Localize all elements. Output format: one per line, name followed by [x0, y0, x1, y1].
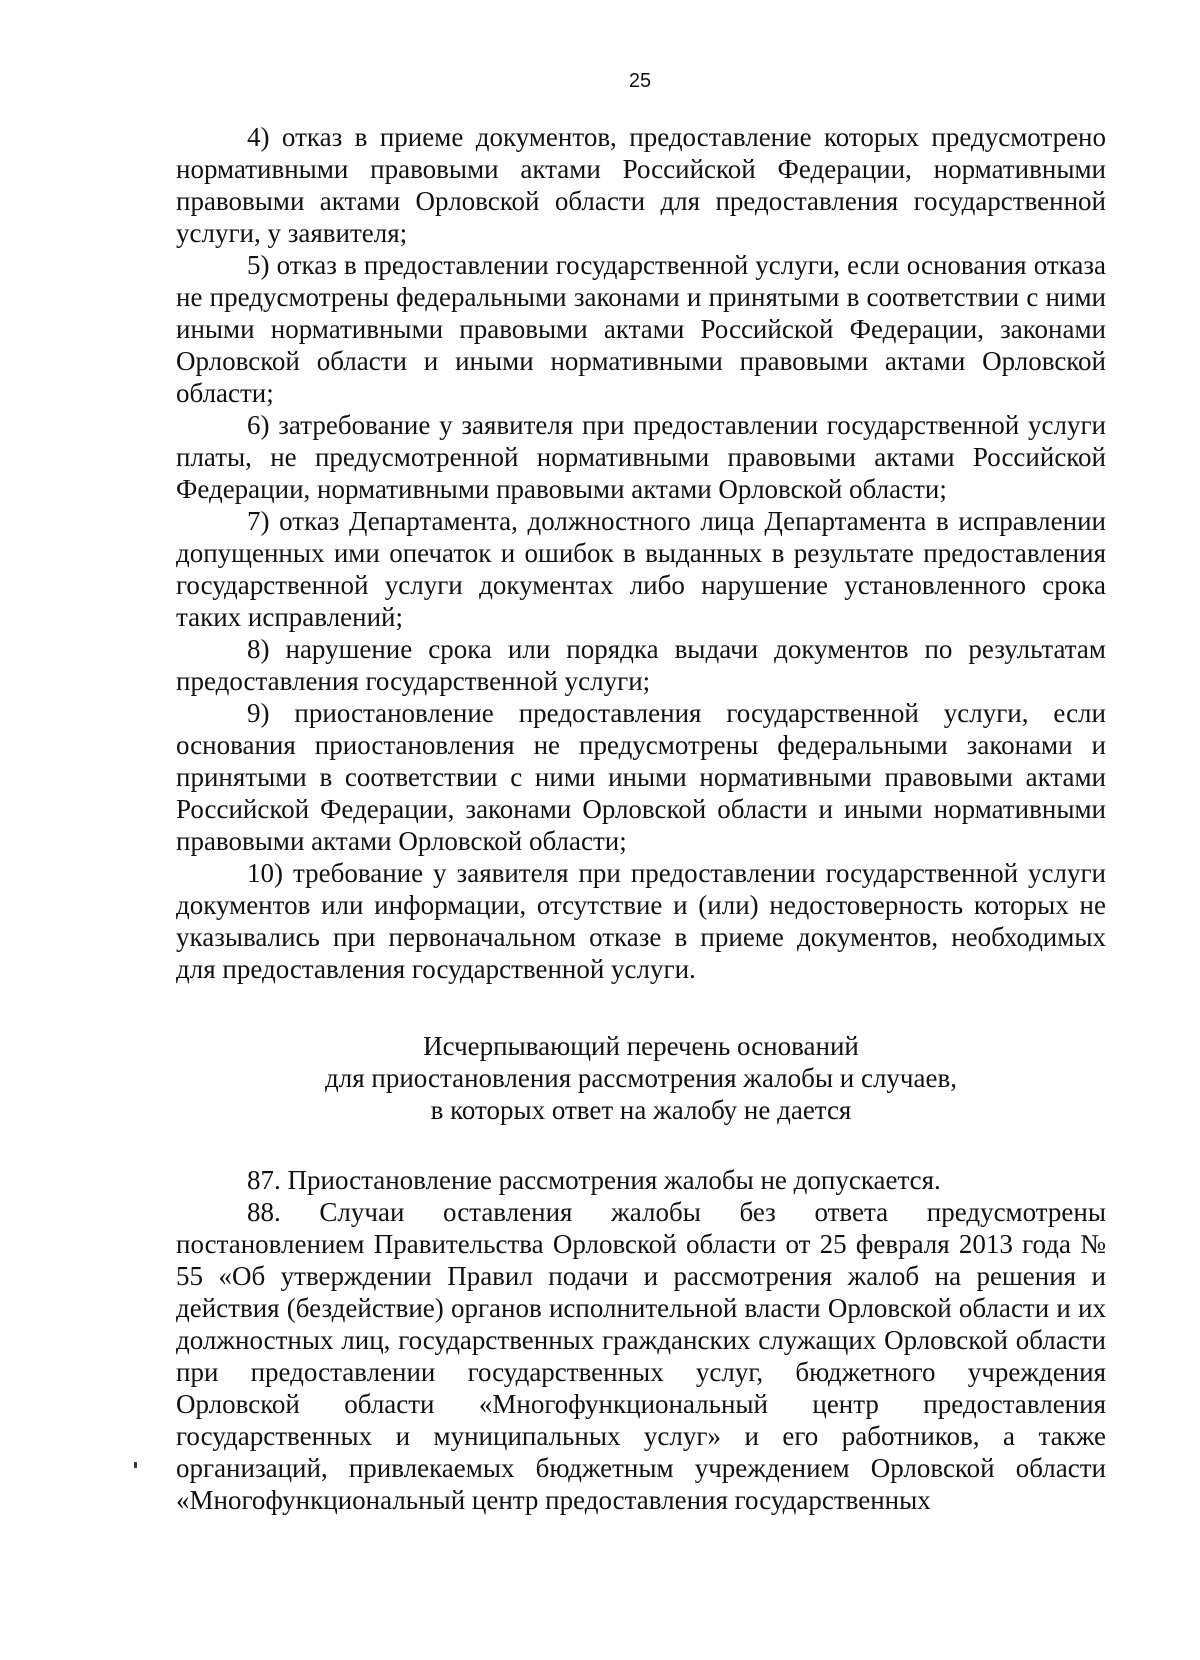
list-item-10: 10) требование у заявителя при предоставлении государственной услуги документов или информации, отсутствие и (или) недостоверность которых не указывались при первоначальном отказе в приеме документов, необходимых для предоставления государственной услуги. [176, 858, 1106, 984]
paragraph-88: 88. Случаи оставления жалобы без ответа предусмотрены постановлением Правительства Орловской области от 25 февраля 2013 года № 55 «Об утверждении Правил подачи и рассмотрения жалоб на решения и действия (бездействие) органов исполнительной власти Орловской области и их должностных лиц, государственных гражданских служащих Орловской области при предоставлении государственных услуг, бюджетного учреждения Орловской области «Многофункциональный центр предоставления государственных и муниципальных услуг» и его работников, а также организаций, привлекаемых бюджетным учреждением Орловской области «Многофункциональный центр предоставления государственных [176, 1197, 1106, 1515]
paragraph-87: 87. Приостановление рассмотрения жалобы не допускается. [247, 1165, 941, 1195]
list-item-5: 5) отказ в предоставлении государственной услуги, если основания отказа не предусмотрены федеральными законами и принятыми в соответствии с ними иными нормативными правовыми актами Российской Федерации, законами Орловской области и иными нормативными правовыми актами Орловской области; [176, 250, 1106, 408]
page-number: 25 [628, 70, 652, 92]
list-item-4: 4) отказ в приеме документов, предоставление которых предусмотрено нормативными правовыми актами Российской Федерации, нормативными правовыми актами Орловской области для предоставления государственной услуги, у заявителя; [176, 122, 1106, 248]
list-item-8: 8) нарушение срока или порядка выдачи документов по результатам предоставления государственной услуги; [176, 634, 1106, 696]
section-heading-line-3: в которых ответ на жалобу не дается [430, 1095, 852, 1125]
list-item-9: 9) приостановление предоставления государственной услуги, если основания приостановления не предусмотрены федеральными законами и принятыми в соответствии с ними иными нормативными правовыми актами Российской Федерации, законами Орловской области и иными нормативными правовыми актами Орловской области; [176, 698, 1106, 856]
section-heading-line-2: для приостановления рассмотрения жалобы и случаев, [325, 1063, 957, 1093]
list-item-7: 7) отказ Департамента, должностного лица Департамента в исправлении допущенных ими опечаток и ошибок в выданных в результате предоставления государственной услуги документах либо нарушение установленного срока таких исправлений; [176, 506, 1106, 632]
section-heading [176, 1030, 1106, 1126]
scan-speck [134, 1462, 137, 1468]
section-heading-line-1: Исчерпывающий перечень оснований [423, 1031, 859, 1061]
list-item-6: 6) затребование у заявителя при предоставлении государственной услуги платы, не предусмотренной нормативными правовыми актами Российской Федерации, нормативными правовыми актами Орловской области; [176, 410, 1106, 504]
document-body [176, 121, 1106, 1516]
